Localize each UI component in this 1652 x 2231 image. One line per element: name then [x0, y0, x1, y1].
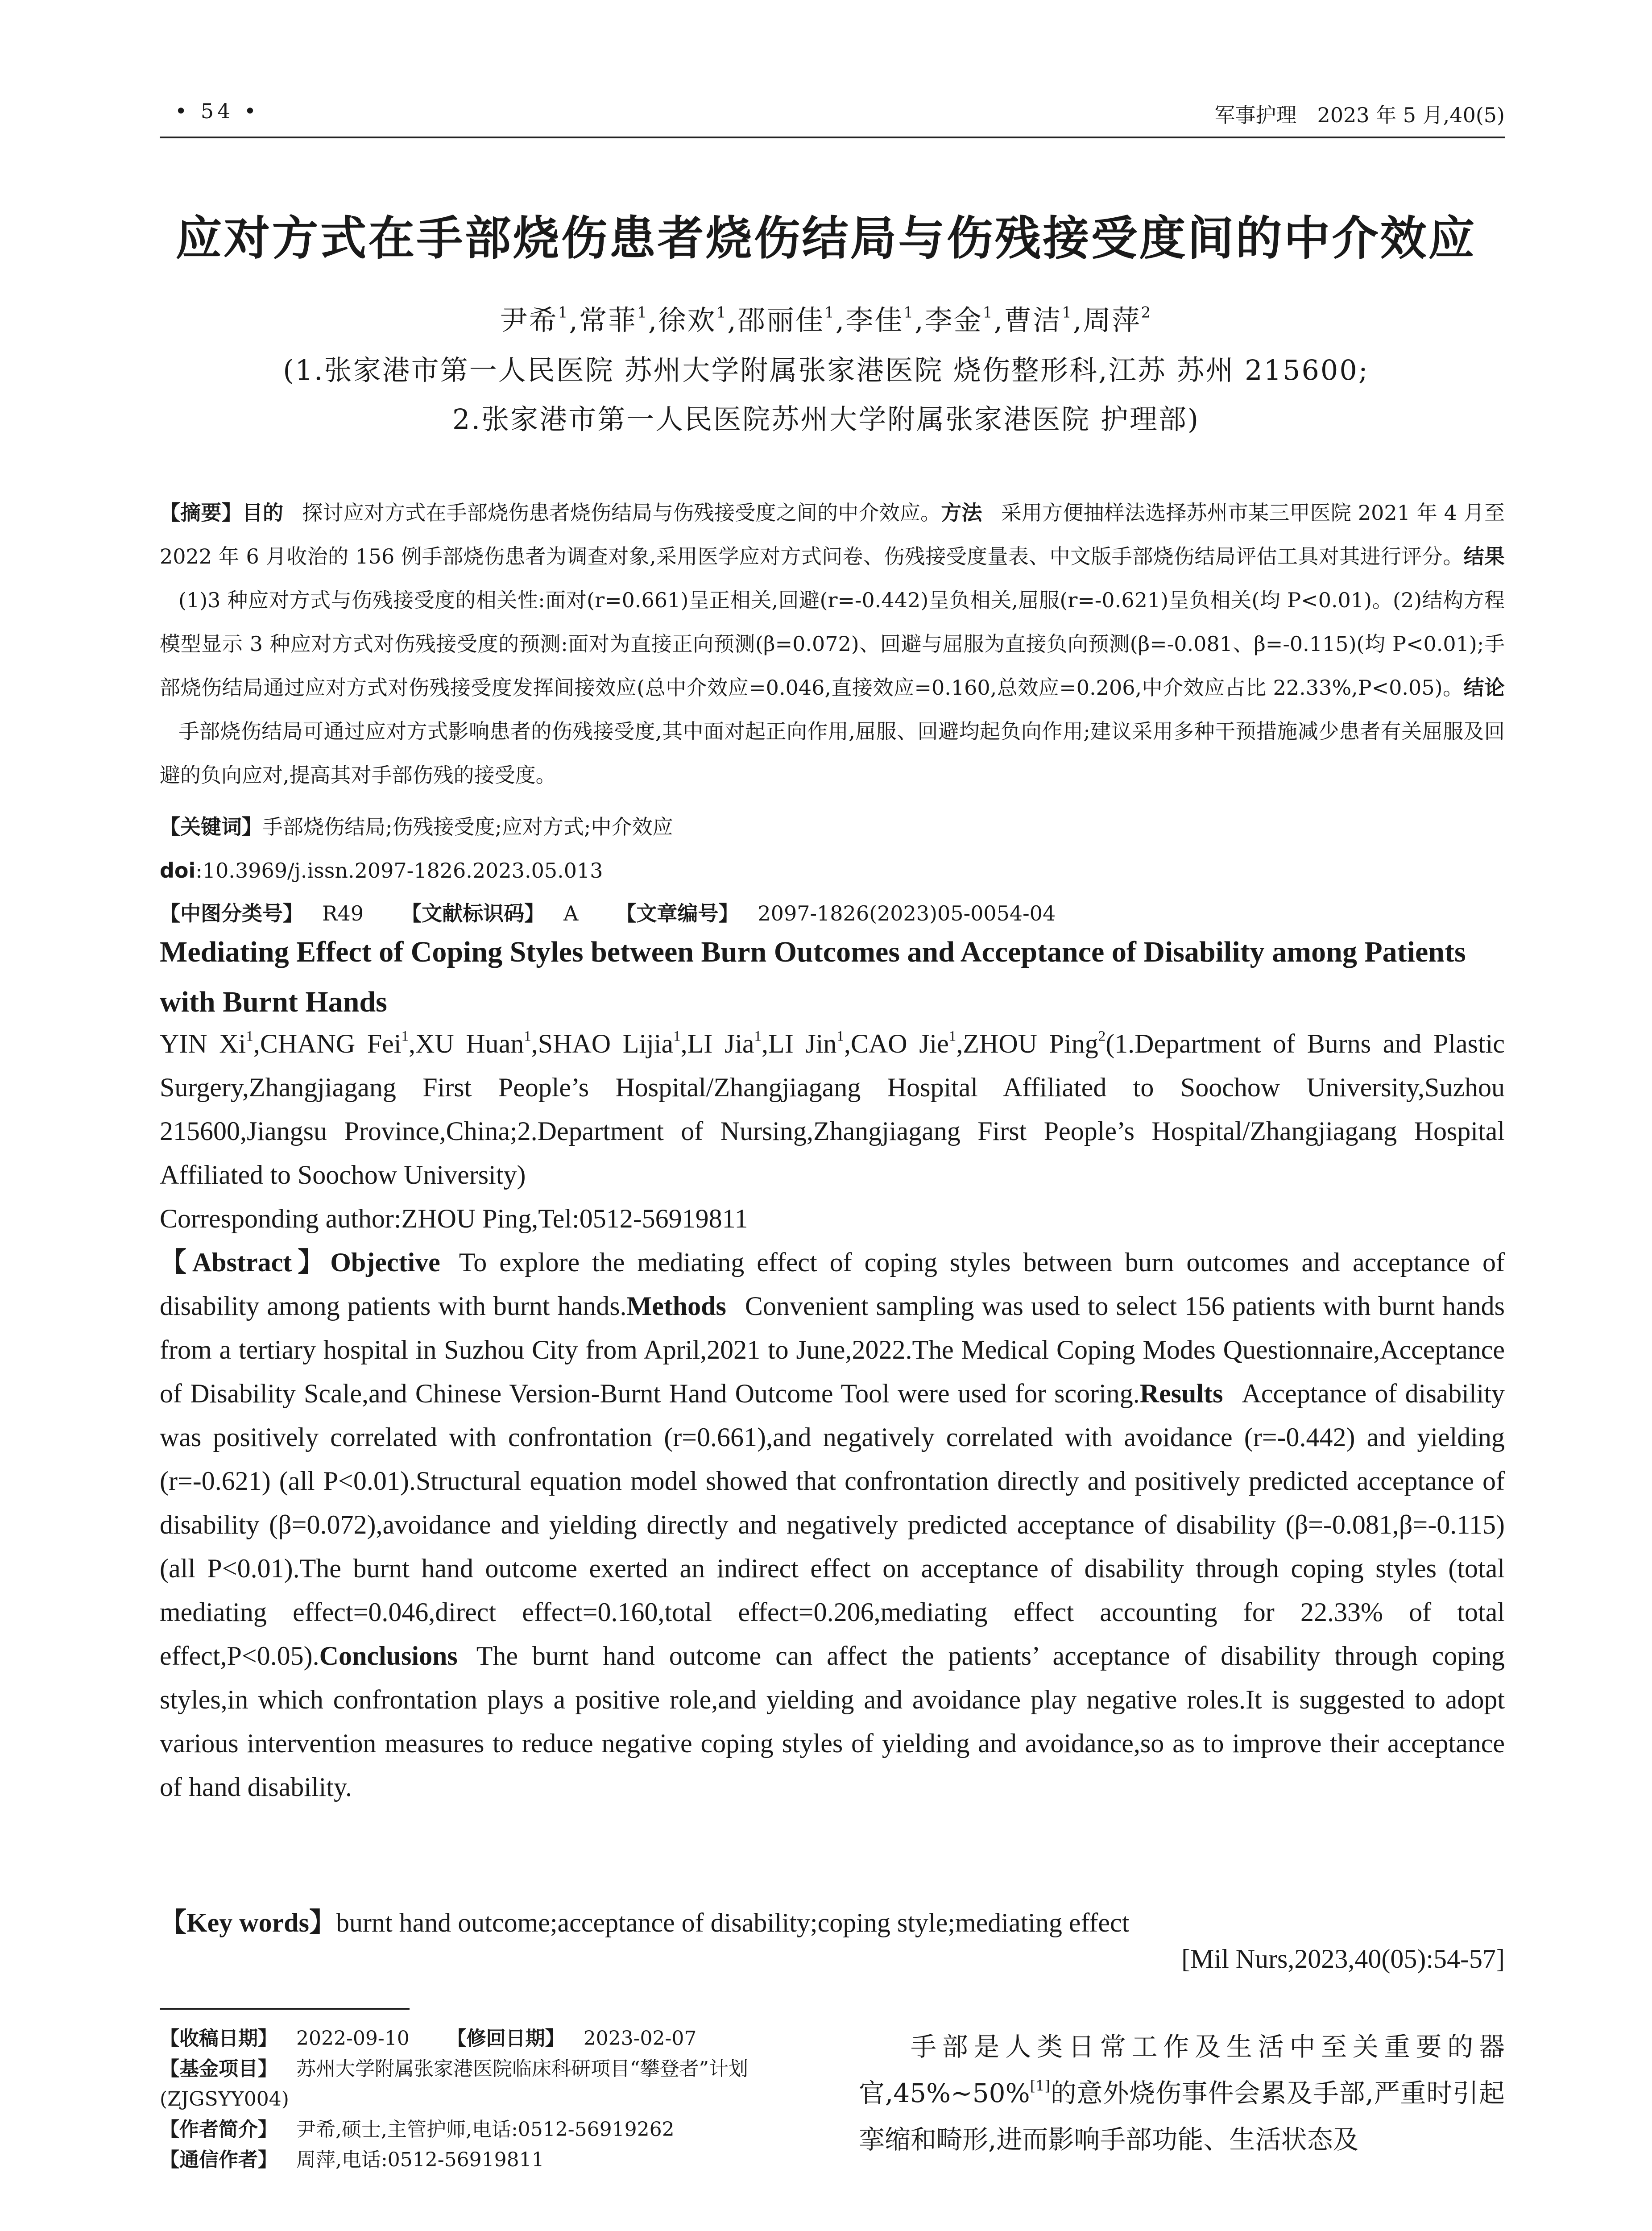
- clc-label: 【中图分类号】: [160, 901, 303, 925]
- en-author-name: YIN Xi: [160, 1029, 246, 1058]
- author-affiliation-mark: 2: [1141, 303, 1152, 322]
- footnote-fund: [160, 2054, 833, 2115]
- header-rule: [160, 137, 1505, 138]
- clc-value: R49: [322, 901, 364, 925]
- body-paragraph: [859, 2024, 1505, 2163]
- author-affiliation-mark: 1: [1062, 303, 1073, 322]
- author-list: 尹希$^1$,常菲$^1$,徐欢$^1$,邵丽佳$^1$,李佳$^1$,李金$^1$,曹洁$^1$,周萍$^2$: [500, 303, 1152, 336]
- reference-mark[interactable]: [1]: [1030, 2077, 1050, 2094]
- abstract-label: 【摘要】: [160, 501, 242, 525]
- author-name: 常菲: [579, 304, 638, 336]
- author-affiliation-mark: 1: [637, 303, 648, 322]
- en-objective-text: To explore the mediating effect of coping styles between burn outcomes and acceptance of disability among patients with burnt hands.: [160, 1248, 1505, 1321]
- article-no-label: 【文章编号】: [616, 901, 739, 925]
- affiliation-line-1: (1.张家港市第一人民医院 苏州大学附属张家港医院 烧伤整形科,江苏 苏州 215600;: [283, 354, 1369, 386]
- en-keywords-label: 【Key words】: [160, 1908, 336, 1937]
- results-text: (1)3 种应对方式与伤残接受度的相关性:面对(r=0.661)呈正相关,回避(r=-0.442)呈负相关,屈服(r=-0.621)呈负相关(均 P<0.01)。(2)结构方程模型显示 3 种应对方式对伤残接受度的预测:面对为直接正向预测(β=0.072)、回避与屈服为直接负向预测(β=-0.081、β=-0.115)(均 P<0.01);手部烧伤结局通过应对方式对伤残接受度发挥间接效应(总中介效应=0.046,直接效应=0.160,总效应=0.206,中介效应占比 22.33%,P<0.05)。: [160, 588, 1505, 700]
- chinese-keywords: [160, 805, 1505, 849]
- journal-header: 军事护理 2023 年 5 月,40(5): [1214, 103, 1505, 127]
- conclusion-text: 手部烧伤结局可通过应对方式影响患者的伤残接受度,其中面对起正向作用,屈服、回避均起负向作用;建议采用多种干预措施减少患者有关屈服及回避的负向应对,提高其对手部伤残的接受度。: [160, 719, 1505, 787]
- en-author-affiliation-mark: 1: [673, 1028, 681, 1045]
- en-conclusions-label: Conclusions: [319, 1641, 458, 1671]
- en-results-text: Acceptance of disability was positively correlated with confrontation (r=0.661),and negatively correlated with avoidance (r=-0.442) and yielding (r=-0.621) (all P<0.01).Structural equation model showed that confrontation directly and positively predicted acceptance of disability (β=0.072),avoidance and yielding directly and negatively predicted acceptance of disability (β=-0.081,β=-0.115) (all P<0.01).The burnt hand outcome exerted an indirect effect on acceptance of disability through coping styles (total mediating effect=0.046,direct effect=0.160,total effect=0.206,mediating effect accounting for 22.33% of total effect,P<0.05).: [160, 1379, 1505, 1671]
- methods-text: 采用方便抽样法选择苏州市某三甲医院 2021 年 4 月至 2022 年 6 月收治的 156 例手部烧伤患者为调查对象,采用医学应对方式问卷、伤残接受度量表、中文版手部烧伤结局评估工具对其进行评分。: [160, 501, 1505, 568]
- en-author-name: XU Huan: [415, 1029, 524, 1058]
- author-affiliation-mark: 1: [982, 303, 994, 322]
- en-author-affiliation-mark: 1: [401, 1028, 409, 1045]
- en-author-affiliation-mark: 1: [246, 1028, 253, 1045]
- en-author-name: CAO Jie: [850, 1029, 949, 1058]
- english-abstract: [160, 1240, 1505, 1809]
- doc-code-value: A: [563, 901, 579, 925]
- affiliation-line-2: 2.张家港市第一人民医院苏州大学附属张家港医院 护理部): [452, 403, 1200, 435]
- author-name: 周萍: [1083, 304, 1141, 336]
- fund-label: 【基金项目】: [160, 2057, 277, 2080]
- methods-label: 方法: [941, 501, 982, 525]
- author-name: 邵丽佳: [737, 304, 824, 336]
- author-affiliation-mark: 1: [716, 303, 728, 322]
- article-title: 应对方式在手部烧伤患者烧伤结局与伤残接受度间的中介效应: [175, 211, 1477, 265]
- doi-label: doi: [160, 858, 196, 883]
- en-conclusions-text: The burnt hand outcome can affect the patients’ acceptance of disability through coping styles,in which confrontation plays a positive role,and yielding and avoidance play negative roles.It is suggested to adopt various intervention measures to reduce negative coping styles of yielding and avoidance,so as to improve their acceptance of hand disability.: [160, 1641, 1505, 1802]
- corr-label: 【通信作者】: [160, 2148, 277, 2171]
- chinese-abstract: [160, 491, 1505, 797]
- en-affiliation: (1.Department of Burns and Plastic Surgery,Zhangjiagang First People’s Hospital/Zhangjiagang Hospital Affiliated to Soochow University,Suzhou 215600,Jiangsu Province,China;2.Department of Nursing,Zhangjiagang First People’s Hospital/Zhangjiagang Hospital Affiliated to Soochow University): [160, 1029, 1505, 1190]
- english-keywords: [160, 1901, 1505, 1945]
- en-author-name: CHANG Fei: [260, 1029, 402, 1058]
- corr-text: 周萍,电话:0512-56919811: [296, 2148, 544, 2171]
- en-abstract-label: 【Abstract】: [160, 1248, 331, 1277]
- keywords-label: 【关键词】: [160, 815, 262, 839]
- en-author-name: SHAO Lijia: [538, 1029, 674, 1058]
- author-affiliation-mark: 1: [903, 303, 915, 322]
- en-author-name: LI Jia: [687, 1029, 754, 1058]
- doi-line: [160, 849, 1505, 892]
- body-text-rest: 的意外烧伤事件会累及手部,严重时引起挛缩和畸形,进而影响手部功能、生活状态及: [859, 2078, 1505, 2155]
- en-author-affiliation-mark: 1: [754, 1028, 762, 1045]
- author-affiliation-mark: 1: [824, 303, 836, 322]
- en-author-affiliation-mark: 1: [524, 1028, 531, 1045]
- author-affiliation-mark: 1: [558, 303, 569, 322]
- revised-label: 【修回日期】: [447, 2027, 565, 2050]
- en-author-affiliation-mark: 1: [948, 1028, 956, 1045]
- fund-text: 苏州大学附属张家港医院临床科研项目“攀登者”计划(ZJGSYY004): [160, 2057, 748, 2111]
- english-author-list: YIN Xi$^1$,CHANG Fei$^1$,XU Huan$^1$,SHAO Lijia$^1$,LI Jia$^1$,LI Jin$^1$,CAO Jie$^1$,ZHOU Ping$^2$(1.Department of Burns and Plastic Surgery,Zhangjiagang First People’s Hospital/Zhangjiagang Hospital Affiliated to Soochow University,Suzhou 215600,Jiangsu Province,China;2.Department of Nursing,Zhangjiagang First People’s Hospital/Zhangjiagang Hospital Affiliated to Soochow University): [160, 1028, 1505, 1190]
- en-objective-label: Objective: [330, 1248, 440, 1277]
- objective-label: 目的: [242, 501, 284, 525]
- conclusion-label: 结论: [1463, 676, 1505, 700]
- en-keywords-text: burnt hand outcome;acceptance of disability;coping style;mediating effect: [335, 1908, 1130, 1937]
- footnote-corresponding: [160, 2145, 833, 2175]
- keywords-text: 手部烧伤结局;伤残接受度;应对方式;中介效应: [262, 815, 673, 839]
- en-author-affiliation-mark: 2: [1098, 1028, 1106, 1045]
- en-author-name: ZHOU Ping: [963, 1029, 1098, 1058]
- en-results-label: Results: [1139, 1379, 1223, 1408]
- footnote-author-bio: [160, 2115, 833, 2145]
- doi-text[interactable]: :10.3969/j.issn.2097-1826.2023.05.013: [195, 858, 603, 883]
- author-name: 尹希: [500, 304, 558, 336]
- english-corresponding-author: Corresponding author:ZHOU Ping,Tel:0512-56919811: [160, 1204, 748, 1233]
- en-author-name: LI Jin: [768, 1029, 837, 1058]
- en-methods-text: Convenient sampling was used to select 156 patients with burnt hands from a tertiary hospital in Suzhou City from April,2021 to June,2022.The Medical Coping Modes Questionnaire,Acceptance of Disability Scale,and Chinese Version-Burnt Hand Outcome Tool were used for scoring.: [160, 1291, 1505, 1408]
- author-bio-text: 尹希,硕士,主管护师,电话:0512-56919262: [296, 2118, 675, 2141]
- revised-date: 2023-02-07: [583, 2027, 697, 2050]
- en-author-affiliation-mark: 1: [836, 1028, 844, 1045]
- doc-code-label: 【文献标识码】: [401, 901, 545, 925]
- article-no-value: 2097-1826(2023)05-0054-04: [758, 901, 1056, 925]
- author-bio-label: 【作者简介】: [160, 2118, 277, 2141]
- author-name: 李佳: [845, 304, 904, 336]
- author-name: 李金: [924, 304, 983, 336]
- page-number: • 54 •: [175, 99, 260, 123]
- results-label: 结果: [1463, 544, 1505, 568]
- objective-text: 探讨应对方式在手部烧伤患者烧伤结局与伤残接受度之间的中介效应。: [302, 501, 941, 525]
- body-text-start: 手部是人类日常工作及生活中至关重要的器官,45%~50%: [859, 2032, 1505, 2108]
- en-methods-label: Methods: [626, 1291, 726, 1321]
- received-label: 【收稿日期】: [160, 2027, 277, 2050]
- citation: [Mil Nurs,2023,40(05):54-57]: [1181, 1944, 1505, 1974]
- footnote-dates: [160, 2024, 833, 2054]
- english-title: Mediating Effect of Coping Styles between Burn Outcomes and Acceptance of Disability among Patients with Burnt Hands: [160, 936, 1466, 1018]
- author-name: 徐欢: [658, 304, 716, 336]
- received-date: 2022-09-10: [296, 2027, 410, 2050]
- author-name: 曹洁: [1004, 304, 1062, 336]
- footnote-rule: [160, 2008, 410, 2010]
